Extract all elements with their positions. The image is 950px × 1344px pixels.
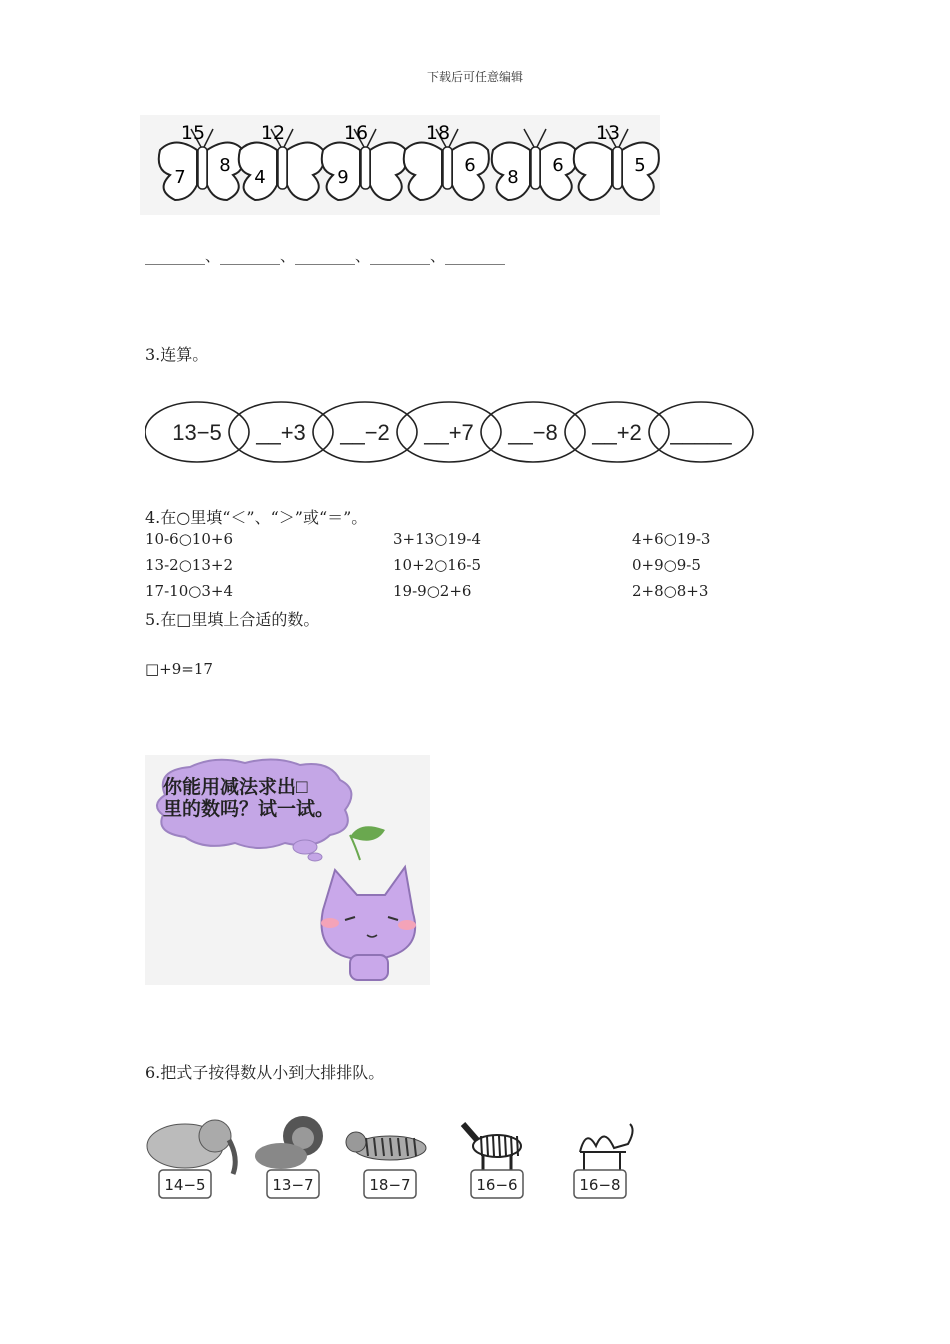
comparison-item: 3+13○19-4 (393, 530, 481, 548)
comparison-item: 0+9○9-5 (632, 556, 701, 574)
camel-icon (580, 1124, 633, 1170)
page-header: 下载后可任意编辑 (426, 70, 523, 84)
animal-expression: 16−8 (579, 1176, 621, 1194)
animals-illustration (145, 1110, 645, 1205)
question-6-title: 6.把式子按得数从小到大排排队。 (145, 1063, 385, 1082)
animal-expression: 18−7 (369, 1176, 411, 1194)
butterfly-top-number: 16 (343, 122, 369, 144)
zebra-icon (463, 1124, 521, 1170)
animals-row (145, 1110, 645, 1209)
answer-blanks: ________、________、________、________、________ (145, 247, 506, 265)
chain-step-text: __−8 (508, 420, 558, 445)
tiger-icon (346, 1132, 426, 1160)
butterfly-top-number: 18 (425, 122, 451, 144)
butterfly-illustration (140, 115, 660, 215)
cartoon-cat-picture (145, 755, 430, 989)
bubble-text-line-1: 你能用减法求出□ (163, 777, 308, 798)
question-4-title: 4.在○里填“＜”、“＞”或“＝”。 (145, 508, 368, 527)
comparison-item: 2+8○8+3 (632, 582, 709, 600)
animal-expression: 14−5 (164, 1176, 206, 1194)
butterfly-top-number: 12 (260, 122, 286, 144)
lion-icon (255, 1116, 323, 1169)
comparison-item: 10+2○16-5 (393, 556, 481, 574)
butterfly-row (140, 115, 660, 219)
butterfly-right-number: 6 (464, 155, 476, 176)
question-5-title: 5.在□里填上合适的数。 (145, 610, 320, 629)
butterfly-right-number: 5 (634, 155, 646, 176)
chain-ovals (145, 400, 775, 470)
comparison-item: 10-6○10+6 (145, 530, 233, 548)
butterfly-right-number: 8 (219, 155, 231, 176)
equation: □+9=17 (145, 660, 213, 678)
butterfly-left-number: 7 (174, 167, 186, 188)
comparison-item: 13-2○13+2 (145, 556, 233, 574)
cat-illustration (145, 755, 430, 985)
butterfly-left-number: 9 (337, 167, 349, 188)
chain-step-text: __+7 (424, 420, 474, 445)
chain-step-text: 13−5 (172, 420, 222, 445)
comparison-item: 17-10○3+4 (145, 582, 233, 600)
chain-calculation (145, 400, 775, 474)
comparison-item: 19-9○2+6 (393, 582, 472, 600)
bubble-text-line-2: 里的数吗？试一试。 (163, 799, 335, 820)
butterfly-right-number: 6 (552, 155, 564, 176)
butterfly-left-number: 8 (507, 167, 519, 188)
butterfly-top-number: 15 (180, 122, 206, 144)
animal-expression: 13−7 (272, 1176, 314, 1194)
elephant-icon (147, 1120, 235, 1174)
butterfly-left-number: 4 (254, 167, 266, 188)
chain-step-text: __+2 (592, 420, 642, 445)
chain-step-text: _____ (670, 420, 732, 445)
chain-step-text: __+3 (256, 420, 306, 445)
comparison-item: 4+6○19-3 (632, 530, 711, 548)
chain-step-text: __−2 (340, 420, 390, 445)
animal-expression: 16−6 (476, 1176, 518, 1194)
butterfly-top-number: 13 (595, 122, 621, 144)
question-3-title: 3.连算。 (145, 345, 209, 364)
